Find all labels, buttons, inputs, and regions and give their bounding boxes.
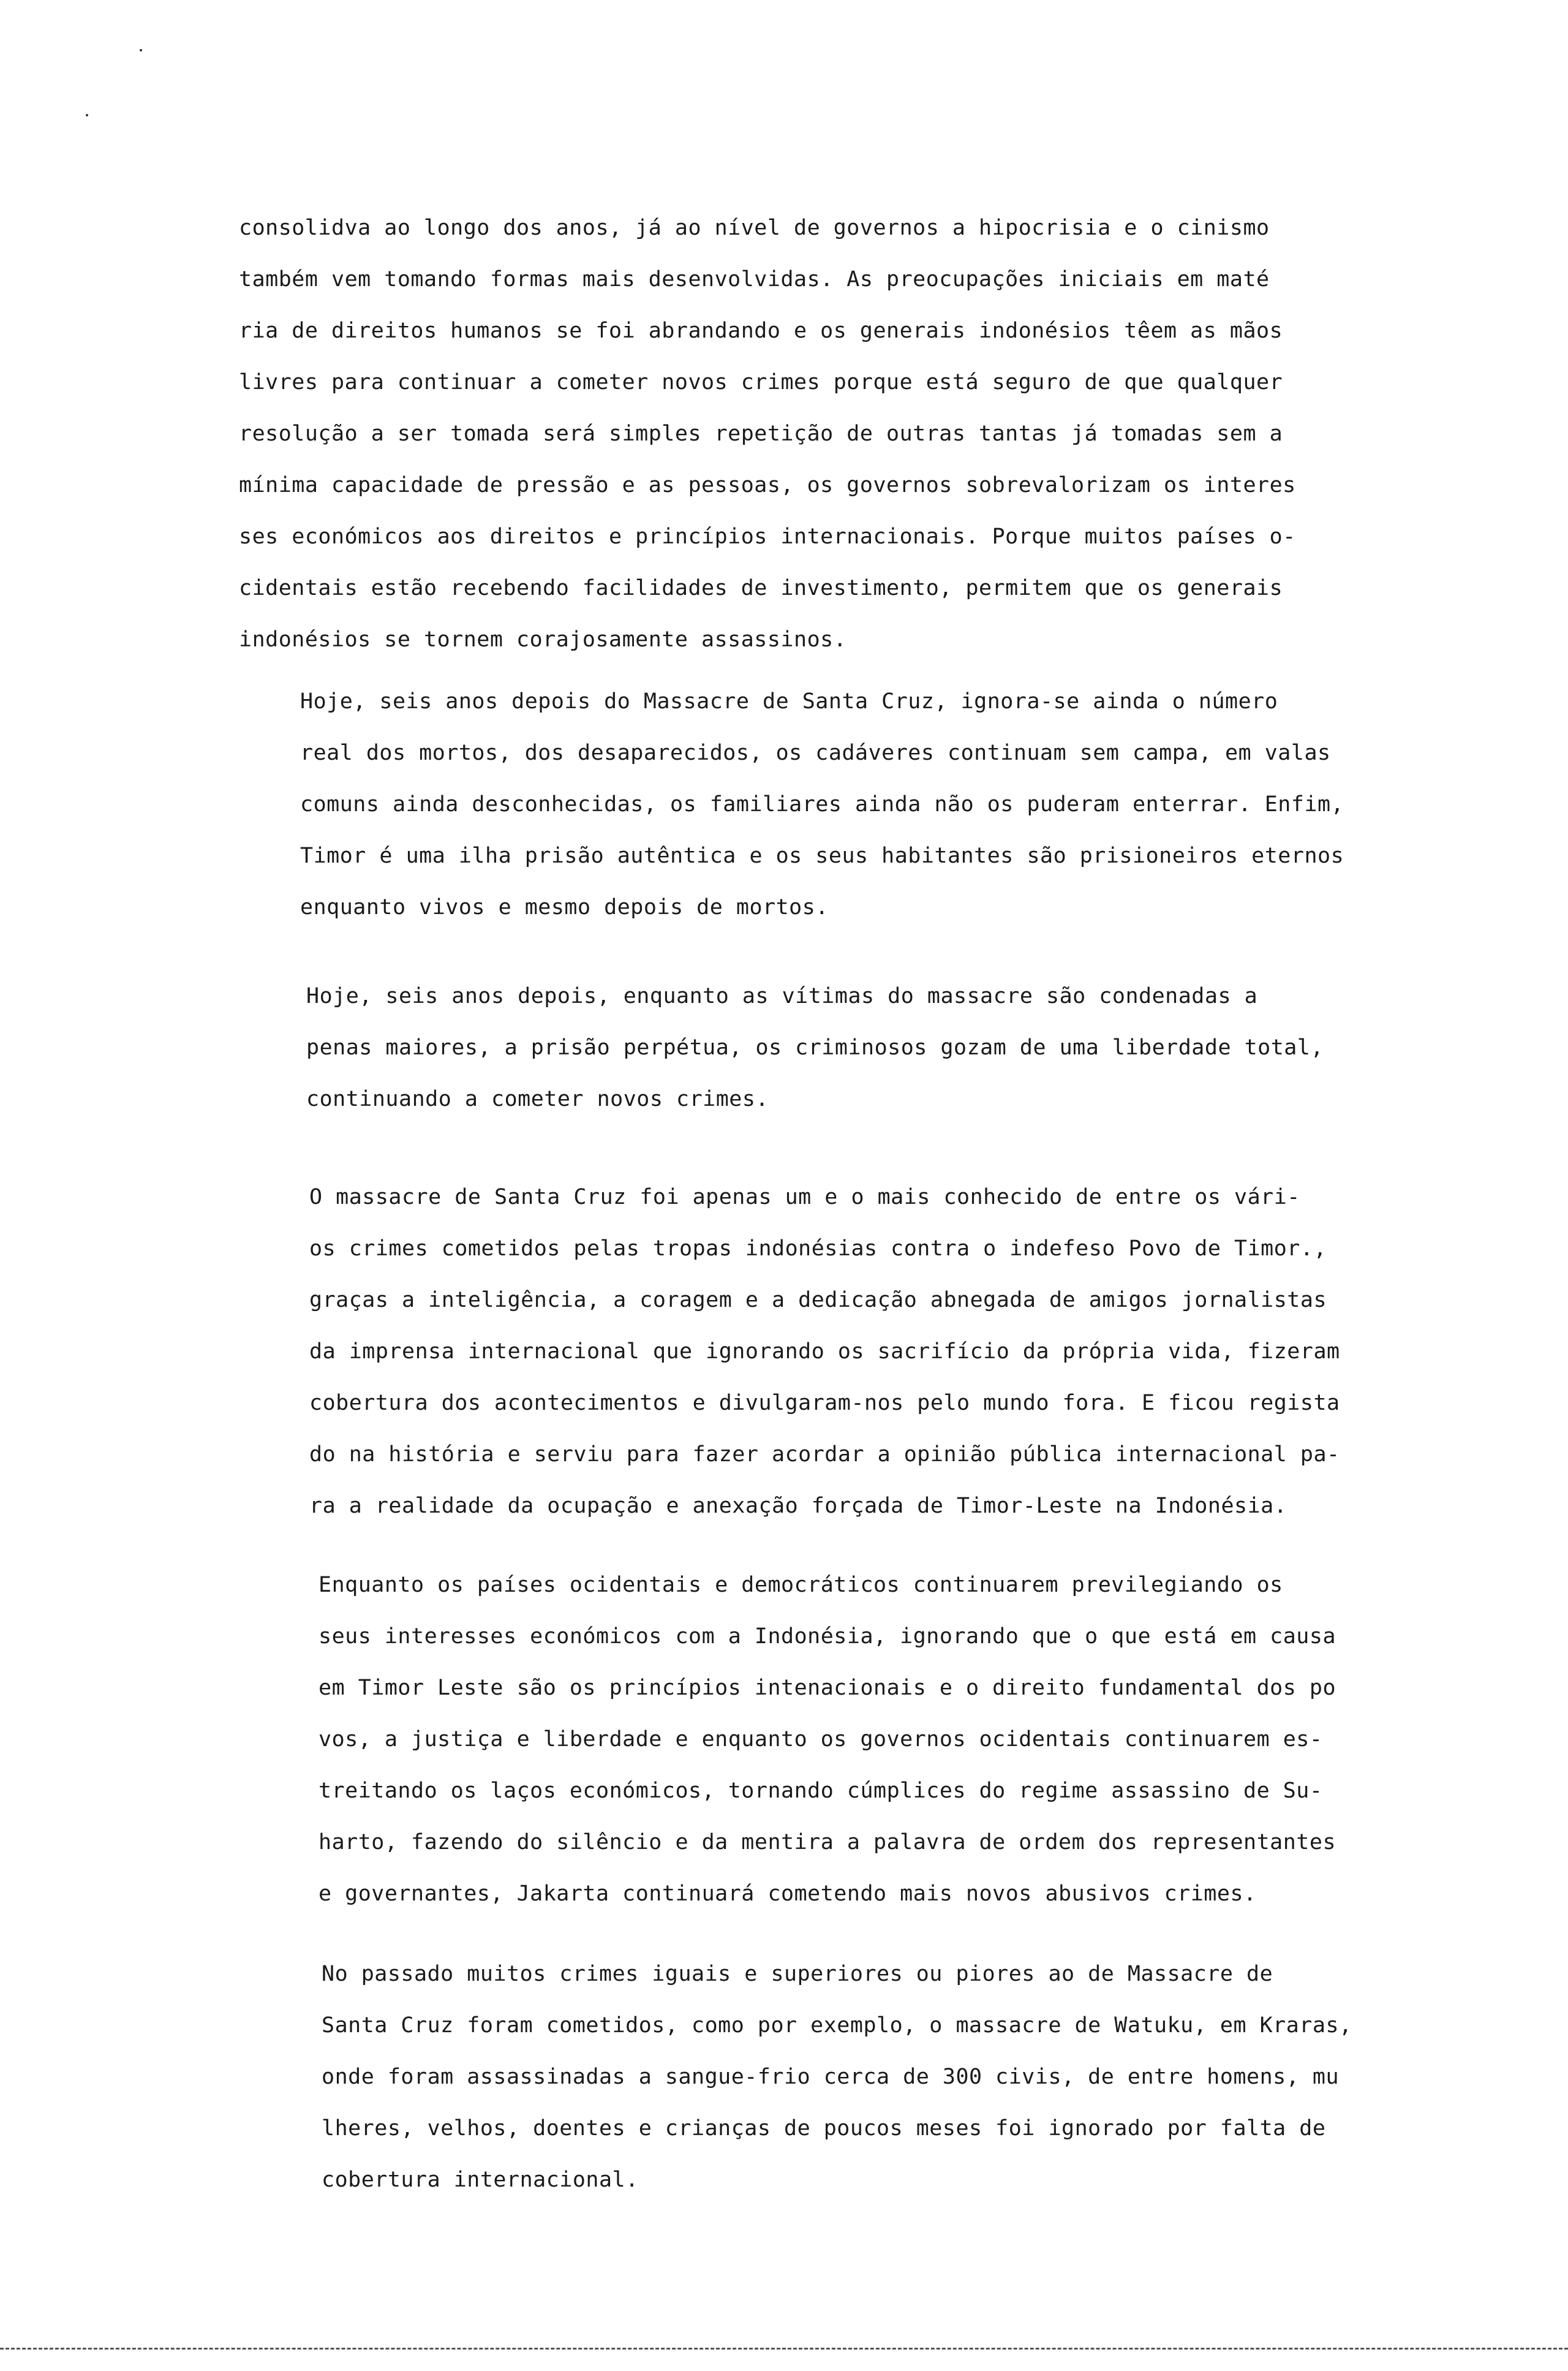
- paragraph-line: seus interesses económicos com a Indonésia, ignorando que o que está em causa: [318, 1624, 1336, 1649]
- paragraph-line: No passado muitos crimes iguais e superiores ou piores ao de Massacre de: [322, 1962, 1273, 1986]
- paragraph-line: em Timor Leste são os princípios intenacionais e o direito fundamental dos po: [318, 1676, 1336, 1700]
- bottom-edge-rule: [0, 2348, 1568, 2350]
- paragraph-4: [309, 1171, 1340, 1532]
- paragraph-line: ra a realidade da ocupação e anexação forçada de Timor-Leste na Indonésia.: [309, 1494, 1287, 1518]
- paragraph-line: Santa Cruz foram cometidos, como por exemplo, o massacre de Watuku, em Kraras,: [322, 2013, 1352, 2038]
- paragraph-line: enquanto vivos e mesmo depois de mortos.: [300, 895, 829, 920]
- paragraph-line: consolidva ao longo dos anos, já ao nível de governos a hipocrisia e o cinismo: [239, 216, 1270, 240]
- paragraph-5: [318, 1559, 1336, 1919]
- paragraph-line: harto, fazendo do silêncio e da mentira a palavra de ordem dos representantes: [318, 1830, 1336, 1855]
- paragraph-2: [300, 676, 1344, 933]
- paragraph-line: vos, a justiça e liberdade e enquanto os governos ocidentais continuarem es-: [318, 1727, 1323, 1752]
- paragraph-line: continuando a cometer novos crimes.: [306, 1087, 769, 1111]
- paragraph-line: onde foram assassinadas a sangue-frio cerca de 300 civis, de entre homens, mu: [322, 2065, 1340, 2089]
- paragraph-1: [239, 202, 1296, 665]
- paragraph-line: do na história e serviu para fazer acordar a opinião pública internacional pa-: [309, 1442, 1340, 1467]
- paragraph-line: cobertura internacional.: [322, 2168, 639, 2192]
- paragraph-line: penas maiores, a prisão perpétua, os criminosos gozam de uma liberdade total,: [306, 1035, 1324, 1060]
- paragraph-line: Enquanto os países ocidentais e democráticos continuarem previlegiando os: [318, 1573, 1283, 1597]
- paragraph-line: Timor é uma ilha prisão autêntica e os seus habitantes são prisioneiros eternos: [300, 844, 1344, 868]
- paragraph-line: os crimes cometidos pelas tropas indonésias contra o indefeso Povo de Timor.,: [309, 1236, 1327, 1261]
- paragraph-line: lheres, velhos, doentes e crianças de poucos meses foi ignorado por falta de: [322, 2116, 1326, 2141]
- paragraph-line: graças a inteligência, a coragem e a dedicação abnegada de amigos jornalistas: [309, 1288, 1327, 1312]
- paragraph-line: cobertura dos acontecimentos e divulgaram-nos pelo mundo fora. E ficou regista: [309, 1391, 1340, 1415]
- paragraph-line: resolução a ser tomada será simples repetição de outras tantas já tomadas sem a: [239, 422, 1283, 446]
- paragraph-line: indonésios se tornem corajosamente assassinos.: [239, 627, 847, 652]
- paragraph-3: [306, 970, 1324, 1125]
- paragraph-line: da imprensa internacional que ignorando os sacrifício da própria vida, fizeram: [309, 1339, 1340, 1364]
- paragraph-line: mínima capacidade de pressão e as pessoas, os governos sobrevalorizam os interes: [239, 473, 1296, 497]
- paragraph-line: ria de direitos humanos se foi abrandando e os generais indonésios têem as mãos: [239, 319, 1283, 343]
- paragraph-line: Hoje, seis anos depois do Massacre de Santa Cruz, ignora-se ainda o número: [300, 689, 1278, 714]
- scan-speck: [86, 114, 88, 116]
- paragraph-line: O massacre de Santa Cruz foi apenas um e o mais conhecido de entre os vári-: [309, 1185, 1300, 1209]
- paragraph-line: cidentais estão recebendo facilidades de investimento, permitem que os generais: [239, 576, 1283, 600]
- scan-speck: [140, 49, 142, 51]
- paragraph-6: [322, 1948, 1352, 2206]
- paragraph-line: Hoje, seis anos depois, enquanto as vítimas do massacre são condenadas a: [306, 984, 1258, 1008]
- paragraph-line: também vem tomando formas mais desenvolvidas. As preocupações iniciais em maté: [239, 267, 1270, 292]
- paragraph-line: comuns ainda desconhecidas, os familiares ainda não os puderam enterrar. Enfim,: [300, 792, 1344, 817]
- paragraph-line: livres para continuar a cometer novos crimes porque está seguro de que qualquer: [239, 370, 1283, 395]
- paragraph-line: real dos mortos, dos desaparecidos, os cadáveres continuam sem campa, em valas: [300, 741, 1331, 765]
- paragraph-line: e governantes, Jakarta continuará cometendo mais novos abusivos crimes.: [318, 1881, 1257, 1906]
- paragraph-line: ses económicos aos direitos e princípios internacionais. Porque muitos países o-: [239, 524, 1296, 549]
- paragraph-line: treitando os laços económicos, tornando cúmplices do regime assassino de Su-: [318, 1779, 1323, 1803]
